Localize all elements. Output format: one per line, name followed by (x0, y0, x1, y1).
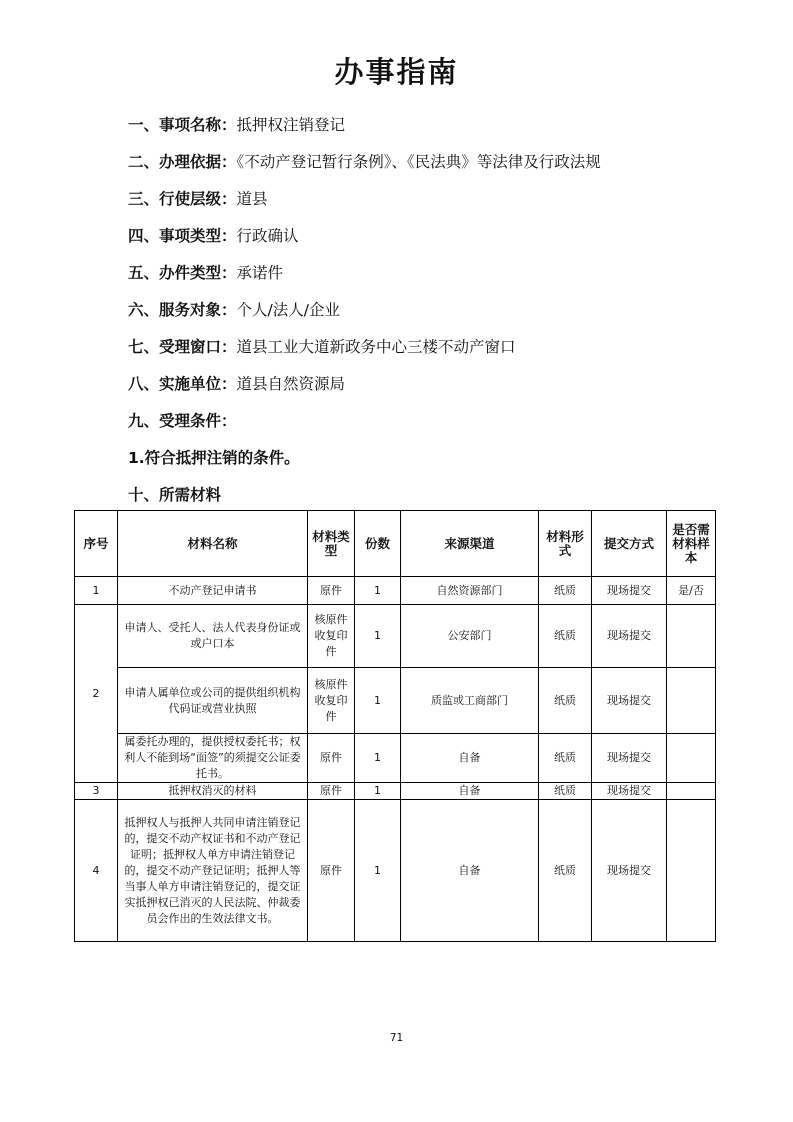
guide-items (128, 112, 601, 519)
condition-1: 1.符合抵押注销的条件。 (128, 449, 300, 467)
header-submit: 提交方式 (592, 511, 667, 577)
item-conditions: 九、受理条件： (128, 412, 237, 430)
table-row: 1 不动产登记申请书 原件 1 自然资源部门 纸质 现场提交 是/否 (75, 577, 716, 605)
header-source: 来源渠道 (401, 511, 539, 577)
header-no: 序号 (75, 511, 118, 577)
item-service-target: 六、服务对象：个人/法人/企业 (128, 301, 340, 319)
item-case-type: 五、办件类型：承诺件 (128, 264, 284, 282)
header-name: 材料名称 (118, 511, 308, 577)
table-row: 申请人属单位或公司的提供组织机构代码证或营业执照 核原件收复印件 1 质监或工商部门 纸质 现场提交 (75, 668, 716, 734)
header-type: 材料类型 (308, 511, 355, 577)
table-row: 4 抵押权人与抵押人共同申请注销登记的，提交不动产权证书和不动产登记证明；抵押权人单方申请注销登记的，提交不动产登记证明；抵押人等当事人单方申请注销登记的，提交证实抵押权已消灭的人民法院、仲裁委员会作出的生效法律文书。 原件 1 自备 纸质 现场提交 (75, 800, 716, 942)
table-header-row (75, 511, 716, 577)
page-number: 71 (389, 1032, 404, 1044)
table-row: 2 申请人、受托人、法人代表身份证或或户口本 核原件收复印件 1 公安部门 纸质 现场提交 (75, 605, 716, 668)
item-unit: 八、实施单位：道县自然资源局 (128, 375, 346, 393)
header-count: 份数 (355, 511, 401, 577)
item-name: 一、事项名称：抵押权注销登记 (128, 116, 346, 134)
item-basis: 二、办理依据：《不动产登记暂行条例》、《民法典》等法律及行政法规 (128, 153, 601, 171)
table-row: 属委托办理的，提供授权委托书；权利人不能到场“面签”的须提交公证委托书。 原件 1 自备 纸质 现场提交 (75, 734, 716, 783)
page-title: 办事指南 (334, 55, 459, 89)
item-level: 三、行使层级：道县 (128, 190, 268, 208)
materials-heading: 十、所需材料 (128, 486, 222, 504)
item-window: 七、受理窗口：道县工业大道新政务中心三楼不动产窗口 (128, 338, 516, 356)
item-type: 四、事项类型：行政确认 (128, 227, 299, 245)
header-form: 材料形式 (539, 511, 592, 577)
header-sample: 是否需材料样本 (667, 511, 716, 577)
table-row: 3 抵押权消灭的材料 原件 1 自备 纸质 现场提交 (75, 783, 716, 800)
materials-table (74, 510, 716, 942)
